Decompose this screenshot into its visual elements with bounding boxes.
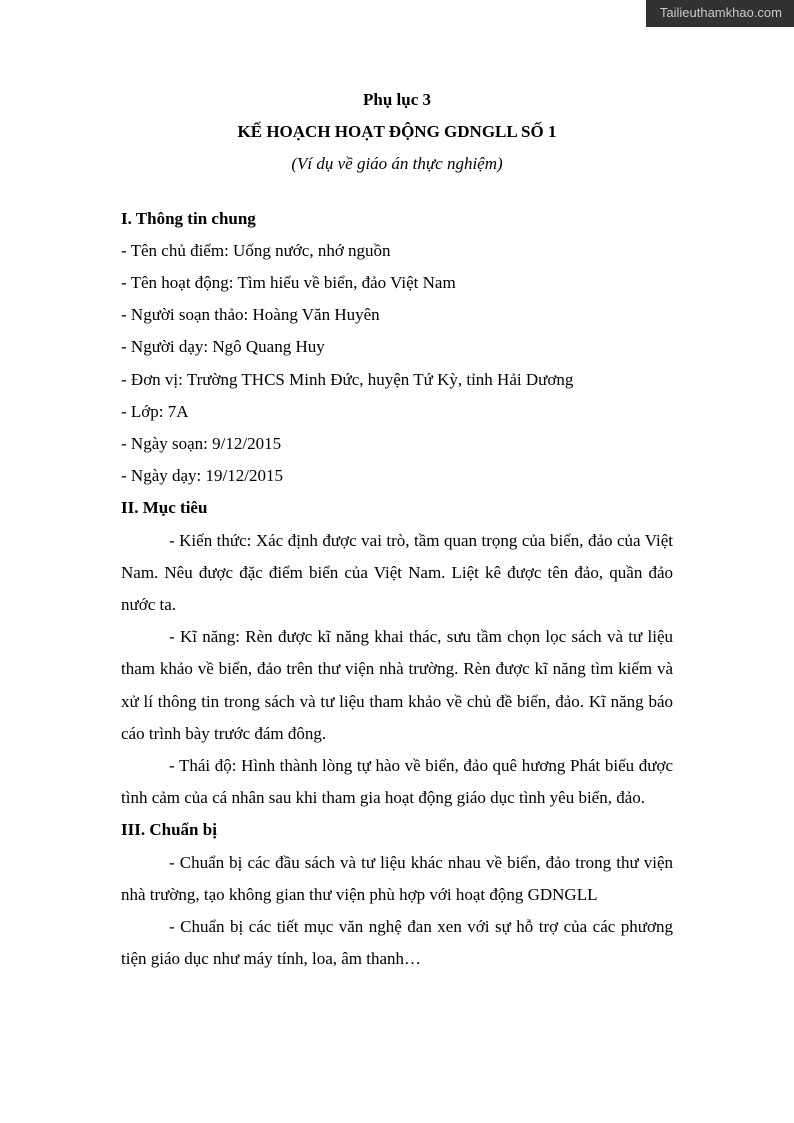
list-item-topic: - Tên chủ điểm: Uống nước, nhớ nguồn (121, 240, 391, 260)
appendix-label: Phụ lục 3 (362, 90, 432, 109)
document-content (121, 84, 673, 975)
list-item-teacher: - Người dạy: Ngô Quang Huy (121, 337, 325, 357)
list-item-activity: - Tên hoạt động: Tìm hiểu về biển, đảo Việt Nam (121, 273, 456, 293)
paragraph-preparation-equipment: - Chuẩn bị các tiết mục văn nghệ đan xen với sự hỗ trợ của các phương tiện giáo dục như máy tính, loa, âm thanh… (121, 917, 673, 969)
document-subtitle: (Ví dụ về giáo án thực nghiệm) (291, 154, 503, 174)
list-item-date-taught: - Ngày dạy: 19/12/2015 (121, 466, 283, 486)
list-item-date-written: - Ngày soạn: 9/12/2015 (121, 434, 282, 454)
section-heading-preparation: III. Chuẩn bị (121, 820, 217, 840)
list-item-school: - Đơn vị: Trường THCS Minh Đức, huyện Tứ Kỳ, tỉnh Hải Dương (121, 369, 574, 389)
paragraph-preparation-books: - Chuẩn bị các đầu sách và tư liệu khác nhau về biển, đảo trong thư viện nhà trường, tạo không gian thư viện phù hợp với hoạt động GDNGLL (121, 852, 673, 904)
section-heading-general-info: I. Thông tin chung (121, 208, 256, 228)
document-title: KẾ HOẠCH HOẠT ĐỘNG GDNGLL SỐ 1 (237, 122, 557, 142)
list-item-class: - Lớp: 7A (121, 401, 189, 421)
watermark-banner (646, 0, 794, 27)
paragraph-knowledge: - Kiến thức: Xác định được vai trò, tầm quan trọng của biển, đảo của Việt Nam. Nêu được đặc điểm biển của Việt Nam. Liệt kê được tên đảo, quần đảo nước ta. (121, 530, 673, 615)
watermark-text: Tailieuthamkhao.com (659, 5, 782, 20)
section-heading-objectives: II. Mục tiêu (121, 498, 208, 518)
paragraph-attitude: - Thái độ: Hình thành lòng tự hào về biển, đảo quê hương Phát biểu được tình cảm của cá nhân sau khi tham gia hoạt động giáo dục tình yêu biển, đảo. (121, 756, 673, 808)
paragraph-skills: - Kĩ năng: Rèn được kĩ năng khai thác, sưu tầm chọn lọc sách và tư liệu tham khảo về biển, đảo trên thư viện nhà trường. Rèn được kĩ năng tìm kiếm và xử lí thông tin trong sách và tư liệu tham khảo về chủ đề biển, đảo. Kĩ năng báo cáo trình bày trước đám đông. (121, 627, 673, 743)
list-item-author: - Người soạn thảo: Hoàng Văn Huyên (121, 305, 380, 325)
